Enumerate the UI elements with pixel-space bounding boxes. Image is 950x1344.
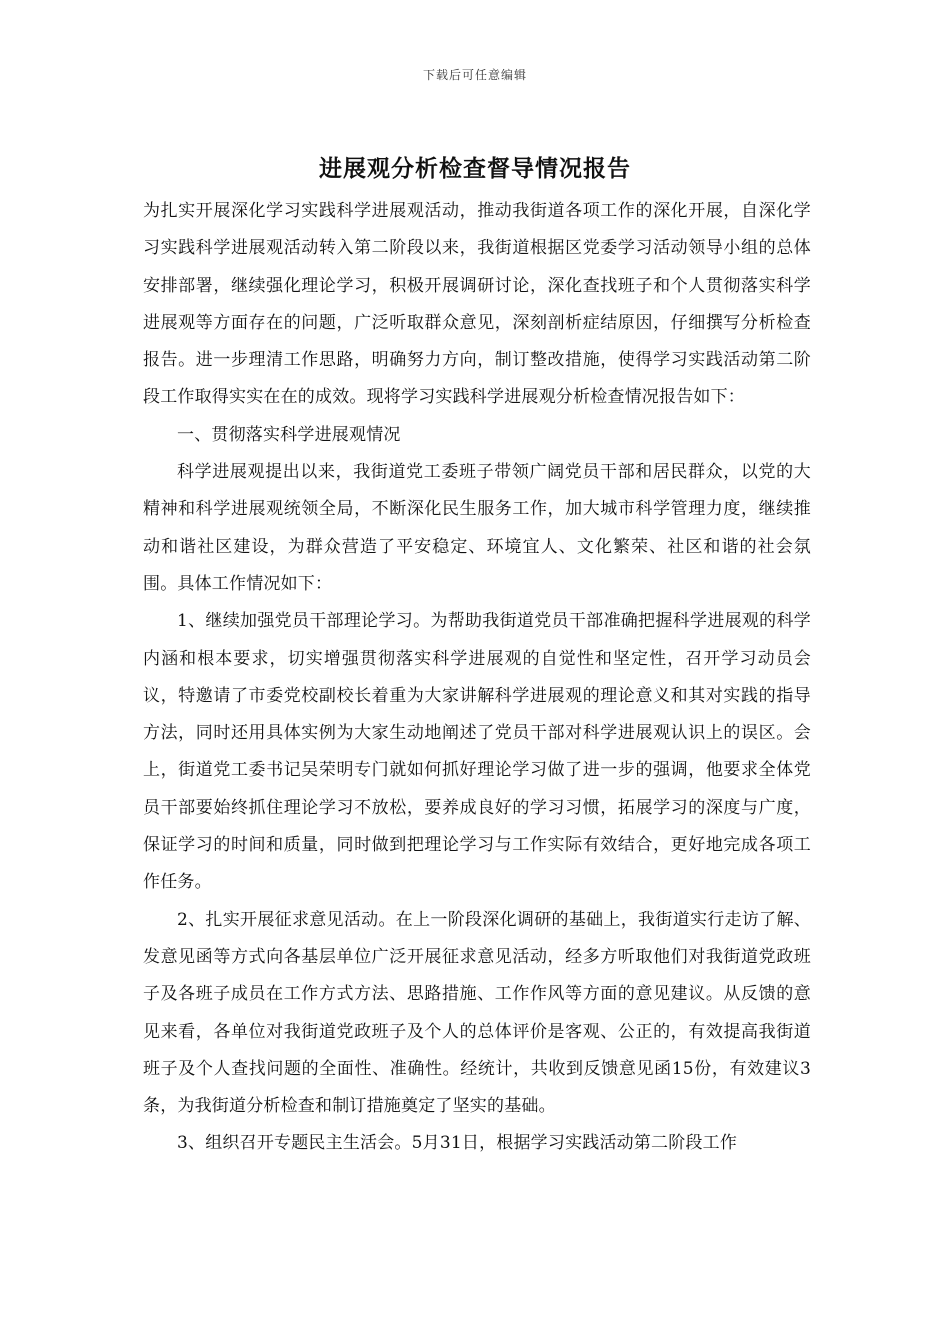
item-1-paragraph: 1、继续加强党员干部理论学习。为帮助我街道党员干部准确把握科学进展观的科学内涵和根本要求，切实增强贯彻落实科学进展观的自觉性和坚定性，召开学习动员会议，特邀请了市委党校副校长着重为大家讲解科学进展观的理论意义和其对实践的指导方法，同时还用具体实例为大家生动地阐述了党员干部对科学进展观认识上的误区。会上，街道党工委书记吴荣明专门就如何抓好理论学习做了进一步的强调，他要求全体党员干部要始终抓住理论学习不放松，要养成良好的学习习惯，拓展学习的深度与广度，保证学习的时间和质量，同时做到把理论学习与工作实际有效结合，更好地完成各项工作任务。 bbox=[143, 611, 811, 893]
header-note: 下载后可任意编辑 bbox=[422, 68, 527, 82]
section-heading-1: 一、贯彻落实科学进展观情况 bbox=[177, 424, 401, 445]
item-3-paragraph: 3、组织召开专题民主生活会。5月31日，根据学习实践活动第二阶段工作 bbox=[177, 1133, 738, 1154]
document-title: 进展观分析检查督导情况报告 bbox=[319, 155, 631, 182]
item-2-paragraph: 2、扎实开展征求意见活动。在上一阶段深化调研的基础上，我街道实行走访了解、发意见函等方式向各基层单位广泛开展征求意见活动，经多方听取他们对我街道党政班子及各班子成员在工作方式方法、思路措施、工作作风等方面的意见建议。从反馈的意见来看，各单位对我街道党政班子及个人的总体评价是客观、公正的，有效提高我街道班子及个人查找问题的全面性、准确性。经统计，共收到反馈意见函15份，有效建议3条，为我街道分析检查和制订措施奠定了坚实的基础。 bbox=[143, 909, 811, 1117]
section-1-paragraph: 科学进展观提出以来，我街道党工委班子带领广阔党员干部和居民群众，以党的大精神和科学进展观统领全局，不断深化民生服务工作，加大城市科学管理力度，继续推动和谐社区建设，为群众营造了平安稳定、环境宜人、文化繁荣、社区和谐的社会氛围。具体工作情况如下： bbox=[143, 462, 811, 594]
document-body bbox=[143, 193, 811, 1163]
intro-paragraph: 为扎实开展深化学习实践科学进展观活动，推动我街道各项工作的深化开展，自深化学习实践科学进展观活动转入第二阶段以来，我街道根据区党委学习活动领导小组的总体安排部署，继续强化理论学习，积极开展调研讨论，深化查找班子和个人贯彻落实科学进展观等方面存在的问题，广泛听取群众意见，深刻剖析症结原因，仔细撰写分析检查报告。进一步理清工作思路，明确努力方向，制订整改措施，使得学习实践活动第二阶段工作取得实实在在的成效。现将学习实践科学进展观分析检查情况报告如下： bbox=[143, 201, 811, 408]
